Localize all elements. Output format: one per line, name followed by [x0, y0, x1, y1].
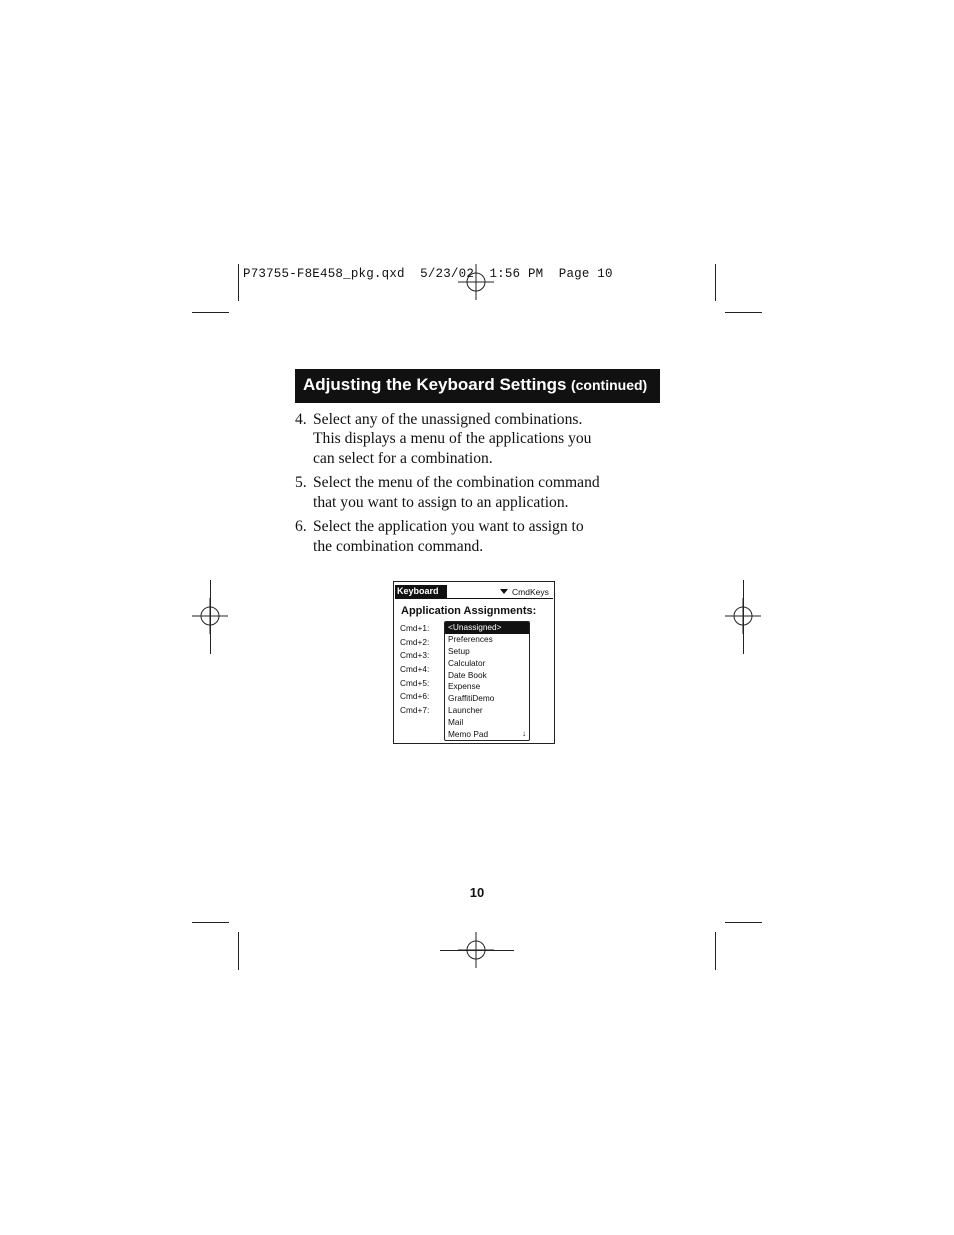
registration-line [210, 580, 211, 654]
list-item [295, 517, 655, 556]
section-subtitle: (continued) [570, 377, 648, 393]
step-line: Select the menu of the combination command [313, 474, 600, 492]
crop-mark [238, 932, 239, 970]
command-label[interactable]: Cmd+4: [400, 664, 430, 675]
command-label[interactable]: Cmd+3: [400, 650, 430, 661]
application-popup-list[interactable] [444, 621, 530, 741]
crop-mark [715, 932, 716, 970]
list-item[interactable]: Launcher [448, 705, 483, 716]
crop-mark [192, 312, 229, 313]
list-item[interactable]: GraffitiDemo [448, 693, 495, 704]
step-line: the combination command. [313, 537, 484, 555]
print-slug: P73755-F8E458_pkg.qxd 5/23/02 1:56 PM Page 10 [243, 267, 613, 281]
scroll-down-arrow-icon[interactable]: ↓ [522, 729, 526, 738]
list-item[interactable]: Expense [448, 681, 481, 692]
step-number: 5. [295, 474, 307, 492]
command-label[interactable]: Cmd+5: [400, 677, 430, 688]
command-label[interactable]: Cmd+7: [400, 705, 430, 716]
command-list [400, 622, 429, 718]
step-line: Select any of the unassigned combinations. [313, 411, 583, 428]
step-text [313, 517, 655, 556]
list-item [295, 473, 655, 512]
registration-mark-icon [458, 264, 494, 300]
step-line: can select for a combination. [313, 449, 493, 467]
crop-mark [238, 264, 239, 301]
step-line: that you want to assign to an application. [313, 493, 569, 511]
step-text [313, 473, 655, 512]
registration-line [440, 950, 514, 951]
crop-mark [725, 922, 762, 923]
section-header [295, 369, 660, 403]
command-label[interactable]: Cmd+6: [400, 691, 430, 702]
step-number: 6. [295, 518, 307, 536]
command-label[interactable]: Cmd+2: [400, 636, 430, 647]
list-item[interactable]: Date Book [448, 669, 487, 680]
crop-mark [192, 922, 229, 923]
step-line: This displays a menu of the applications you [313, 430, 592, 448]
steps-list [295, 410, 655, 562]
page-number: 10 [469, 885, 485, 900]
title-bar-divider [395, 598, 553, 599]
triangle-down-icon [500, 589, 508, 594]
list-item[interactable]: Setup [448, 645, 470, 656]
crop-mark [715, 264, 716, 301]
device-screenshot [393, 581, 555, 744]
crop-mark [725, 312, 762, 313]
cmdkeys-dropdown-label: CmdKeys [512, 587, 549, 597]
step-text [313, 410, 655, 468]
screen-title: Application Assignments: [401, 605, 537, 617]
step-line: Select the application you want to assign to [313, 518, 584, 536]
list-item[interactable]: Preferences [448, 633, 493, 644]
list-item[interactable]: <Unassigned> [445, 622, 529, 634]
keyboard-tab[interactable]: Keyboard [395, 585, 447, 598]
list-item[interactable]: Mail [448, 717, 464, 728]
command-label[interactable]: Cmd+1: [400, 623, 430, 633]
list-item [295, 410, 655, 468]
list-item[interactable]: Calculator [448, 657, 486, 668]
section-title: Adjusting the Keyboard Settings [303, 375, 567, 394]
step-number: 4. [295, 411, 307, 428]
list-item[interactable]: Memo Pad [448, 729, 489, 740]
cmdkeys-dropdown[interactable] [500, 587, 549, 597]
registration-line [743, 580, 744, 654]
